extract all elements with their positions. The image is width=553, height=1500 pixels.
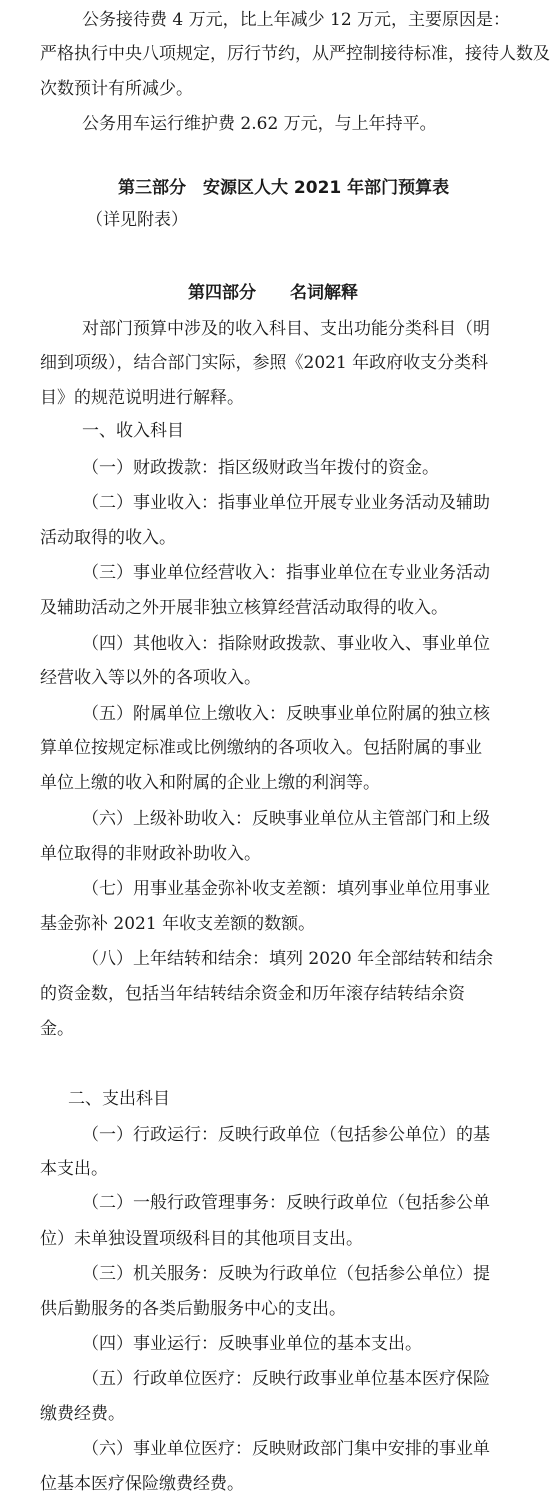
text-line: 严格执行中央八项规定，厉行节约，从严控制接待标准，接待人数及	[40, 44, 550, 64]
section-heading: 第四部分 名词解释	[188, 283, 358, 303]
text-line: （一）财政拨款：指区级财政当年拨付的资金。	[82, 458, 439, 478]
text-line: 基金弥补 2021 年收支差额的数额。	[40, 914, 316, 934]
text-line: （一）行政运行：反映行政单位（包括参公单位）的基	[82, 1125, 490, 1145]
text-line: 位）未单独设置项级科目的其他项目支出。	[40, 1229, 363, 1249]
text-line: 目》的规范说明进行解释。	[40, 388, 244, 408]
text-line: （五）行政单位医疗：反映行政事业单位基本医疗保险	[82, 1369, 490, 1389]
text-line: （二）事业收入：指事业单位开展专业业务活动及辅助	[82, 493, 490, 513]
text-line: （详见附表）	[86, 210, 188, 230]
text-line: （四）事业运行：反映事业单位的基本支出。	[82, 1334, 422, 1354]
text-line: 细到项级），结合部门实际，参照《2021 年政府收支分类科	[40, 353, 489, 373]
text-line: 公务接待费 4 万元，比上年减少 12 万元，主要原因是：	[82, 10, 511, 30]
text-line: （六）事业单位医疗：反映财政部门集中安排的事业单	[82, 1439, 490, 1459]
text-line: 位基本医疗保险缴费经费。	[40, 1474, 244, 1494]
text-line: 次数预计有所减少。	[40, 79, 193, 99]
text-line: 经营收入等以外的各项收入。	[40, 668, 261, 688]
text-line: （三）事业单位经营收入：指事业单位在专业业务活动	[82, 563, 490, 583]
text-line: （三）机关服务：反映为行政单位（包括参公单位）提	[82, 1264, 490, 1284]
section-heading: 第三部分 安源区人大 2021 年部门预算表	[118, 178, 450, 198]
text-line: 单位上缴的收入和附属的企业上缴的利润等。	[40, 773, 380, 793]
text-line: （八）上年结转和结余：填列 2020 年全部结转和结余	[82, 949, 494, 969]
text-line: （二）一般行政管理事务：反映行政单位（包括参公单	[82, 1193, 490, 1213]
text-line: 金。	[40, 1019, 74, 1039]
text-line: （六）上级补助收入：反映事业单位从主管部门和上级	[82, 809, 490, 829]
text-line: 单位取得的非财政补助收入。	[40, 844, 261, 864]
subsection-heading: 二、支出科目	[68, 1089, 170, 1109]
text-line: 的资金数，包括当年结转结余资金和历年滚存结转结余资	[40, 984, 465, 1004]
text-line: 供后勤服务的各类后勤服务中心的支出。	[40, 1299, 346, 1319]
text-line: （七）用事业基金弥补收支差额：填列事业单位用事业	[82, 879, 490, 899]
text-line: 活动取得的收入。	[40, 528, 176, 548]
text-line: 算单位按规定标准或比例缴纳的各项收入。包括附属的事业	[40, 738, 482, 758]
subsection-heading: 一、收入科目	[82, 421, 184, 441]
text-line: 及辅助活动之外开展非独立核算经营活动取得的收入。	[40, 598, 448, 618]
text-line: 对部门预算中涉及的收入科目、支出功能分类科目（明	[82, 319, 490, 339]
text-line: （四）其他收入：指除财政拨款、事业收入、事业单位	[82, 634, 490, 654]
text-line: 公务用车运行维护费 2.62 万元，与上年持平。	[82, 114, 437, 134]
text-line: （五）附属单位上缴收入：反映事业单位附属的独立核	[82, 704, 490, 724]
text-line: 本支出。	[40, 1159, 108, 1179]
text-line: 缴费经费。	[40, 1404, 125, 1424]
